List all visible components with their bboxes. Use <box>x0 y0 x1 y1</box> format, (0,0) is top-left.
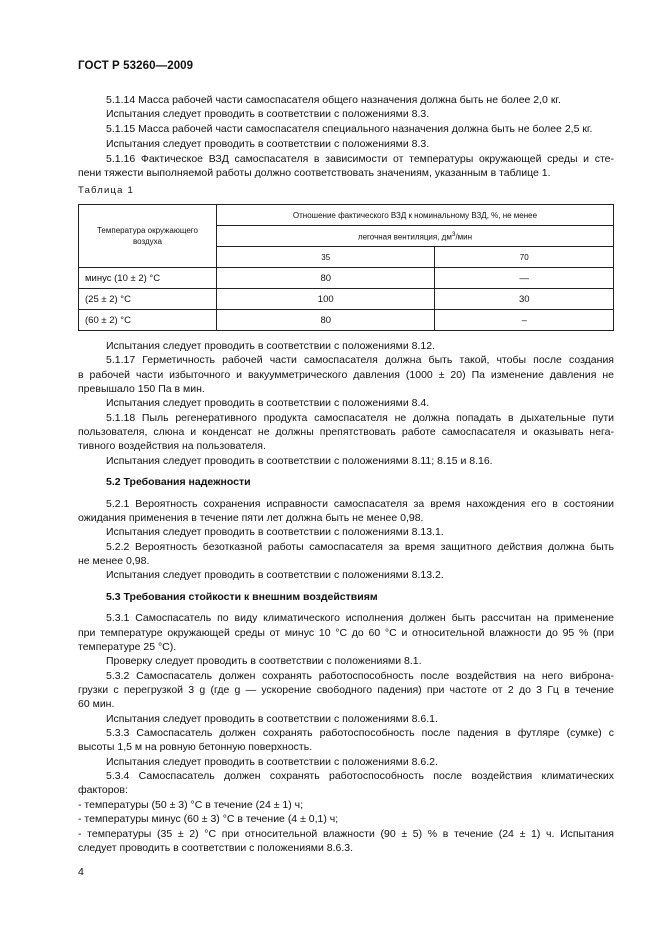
table-caption: Таблица 1 <box>78 185 134 196</box>
temperature-cell: (25 ± 2) °С <box>79 289 217 310</box>
list-item: - температуры (50 ± 3) °С в течение (24 ± 1) ч; <box>78 799 304 811</box>
paragraph-5-1-18-cont: пользователя, слюна и конденсат не должны препятствовать работе самоспасателя и оказывать нега- <box>78 426 614 438</box>
col-35-header: 35 <box>217 247 435 268</box>
paragraph-5-3-3-cont: высоты 1,5 м на ровную бетонную поверхность. <box>78 741 313 753</box>
paragraph-5-2-1-cont: ожидания применения в течение пяти лет должна быть не менее 0,98. <box>78 512 424 524</box>
paragraph-5-1-18: 5.1.18 Пыль регенеративного продукта самоспасателя не должна попадать в дыхательные пути <box>106 412 614 424</box>
paragraph-5-3-4-cont: факторов: <box>78 784 128 796</box>
value-70-cell: – <box>435 310 614 331</box>
paragraph-5-2-2-cont: не менее 0,98. <box>78 555 150 567</box>
table-row <box>79 268 614 289</box>
paragraph-5-3-1-cont: при температуре окружающей среды от минус 10 °С до 60 °С и относительной влажности до 95 % (при <box>78 627 614 639</box>
paragraph-5-2-2: 5.2.2 Вероятность безотказной работы самоспасателя за время защитного действия должна быть <box>106 541 614 553</box>
value-70-cell: — <box>435 268 614 289</box>
section-5-3-title: 5.3 Требования стойкости к внешним воздействиям <box>106 591 378 603</box>
test-note: Испытания следует проводить в соответствии с положениями 8.6.1. <box>106 713 438 725</box>
test-note: Испытания следует проводить в соответствии с положениями 8.6.2. <box>106 756 438 768</box>
paragraph-5-1-17-cont: в рабочей части избыточного и вакуумметрического давления (1000 ± 20) Па изменение давления не <box>78 369 614 381</box>
section-5-2-title: 5.2 Требования надежности <box>106 476 251 488</box>
table-row <box>79 289 614 310</box>
paragraph-5-1-17: 5.1.17 Герметичность рабочей части самоспасателя должна быть такой, чтобы после создания <box>106 354 614 366</box>
test-note: Испытания следует проводить в соответствии с положениями 8.4. <box>106 397 430 409</box>
paragraph-5-1-17-cont: превышало 150 Па в мин. <box>78 383 205 395</box>
list-item: - температуры минус (60 ± 3) °С в течение (4 ± 0,1) ч; <box>78 813 339 825</box>
paragraph-5-3-2-cont: грузки с перегрузкой 3 g (где g — ускорение свободного падения) при частоте от 2 до 3 Гц в течение <box>78 684 614 696</box>
ratio-group-header: Отношение фактического ВЗД к номинальному ВЗД, %, не менее <box>217 205 614 226</box>
ventilation-subheader: легочная вентиляция, $дм^3$/мин <box>217 226 614 247</box>
paragraph-5-3-2: 5.3.2 Самоспасатель должен сохранять работоспособность после воздействия на него виброна- <box>106 670 614 682</box>
paragraph-5-3-1-cont: температуре 25 °С). <box>78 641 177 653</box>
test-note: Испытания следует проводить в соответствии с положениями 8.3. <box>106 138 430 150</box>
list-item: - температуры (35 ± 2) °С при относительной влажности (90 ± 5) % в течение (24 ± 1) ч. Испытания <box>78 828 614 840</box>
paragraph-5-1-18-cont: тивного воздействия на пользователя. <box>78 440 266 452</box>
paragraph-5-3-1: 5.3.1 Самоспасатель по виду климатического исполнения должен быть рассчитан на применение <box>106 612 614 624</box>
test-note: Проверку следует проводить в соответствии с положениями 8.1. <box>106 655 422 667</box>
test-note: Испытания следует проводить в соответствии с положениями 8.13.2. <box>106 569 444 581</box>
document-header: ГОСТ Р 53260—2009 <box>78 60 194 72</box>
value-35-cell: 80 <box>217 268 435 289</box>
temperature-column-header: Температура окружающего воздуха <box>79 205 217 268</box>
paragraph-5-2-1: 5.2.1 Вероятность сохранения исправности самоспасателя за время нахождения его в состоянии <box>106 498 614 510</box>
paragraph-5-3-3: 5.3.3 Самоспасатель должен сохранять работоспособность после падения в футляре (сумке) с <box>106 727 614 739</box>
paragraph-5-1-15: 5.1.15 Масса рабочей части самоспасателя специального назначения должна быть не более 2,5 кг. <box>106 123 593 135</box>
paragraph-5-1-16: 5.1.16 Фактическое ВЗД самоспасателя в зависимости от температуры окружающей среды и сте- <box>106 153 614 165</box>
table-1 <box>78 204 614 331</box>
col-70-header: 70 <box>435 247 614 268</box>
paragraph-5-3-4: 5.3.4 Самоспасатель должен сохранять работоспособность после воздействия климатических <box>106 770 614 782</box>
test-note: Испытания следует проводить в соответствии с положениями 8.12. <box>106 340 435 352</box>
value-70-cell: 30 <box>435 289 614 310</box>
temperature-cell: минус (10 ± 2) °С <box>79 268 217 289</box>
paragraph-5-3-4-cont: следует проводить в соответствии с положениями 8.6.3. <box>78 842 354 854</box>
paragraph-5-1-16-cont: пени тяжести выполняемой работы должно соответствовать значениям, указанным в таблице 1. <box>78 167 551 179</box>
page-number: 4 <box>78 866 84 878</box>
paragraph-5-1-14: 5.1.14 Масса рабочей части самоспасателя общего назначения должна быть не более 2,0 кг. <box>106 94 561 106</box>
value-35-cell: 100 <box>217 289 435 310</box>
temperature-cell: (60 ± 2) °С <box>79 310 217 331</box>
paragraph-5-3-2-cont: 60 мин. <box>78 698 115 710</box>
test-note: Испытания следует проводить в соответствии с положениями 8.3. <box>106 108 430 120</box>
value-35-cell: 80 <box>217 310 435 331</box>
test-note: Испытания следует проводить в соответствии с положениями 8.11; 8.15 и 8.16. <box>106 455 493 467</box>
test-note: Испытания следует проводить в соответствии с положениями 8.13.1. <box>106 526 444 538</box>
table-row <box>79 310 614 331</box>
